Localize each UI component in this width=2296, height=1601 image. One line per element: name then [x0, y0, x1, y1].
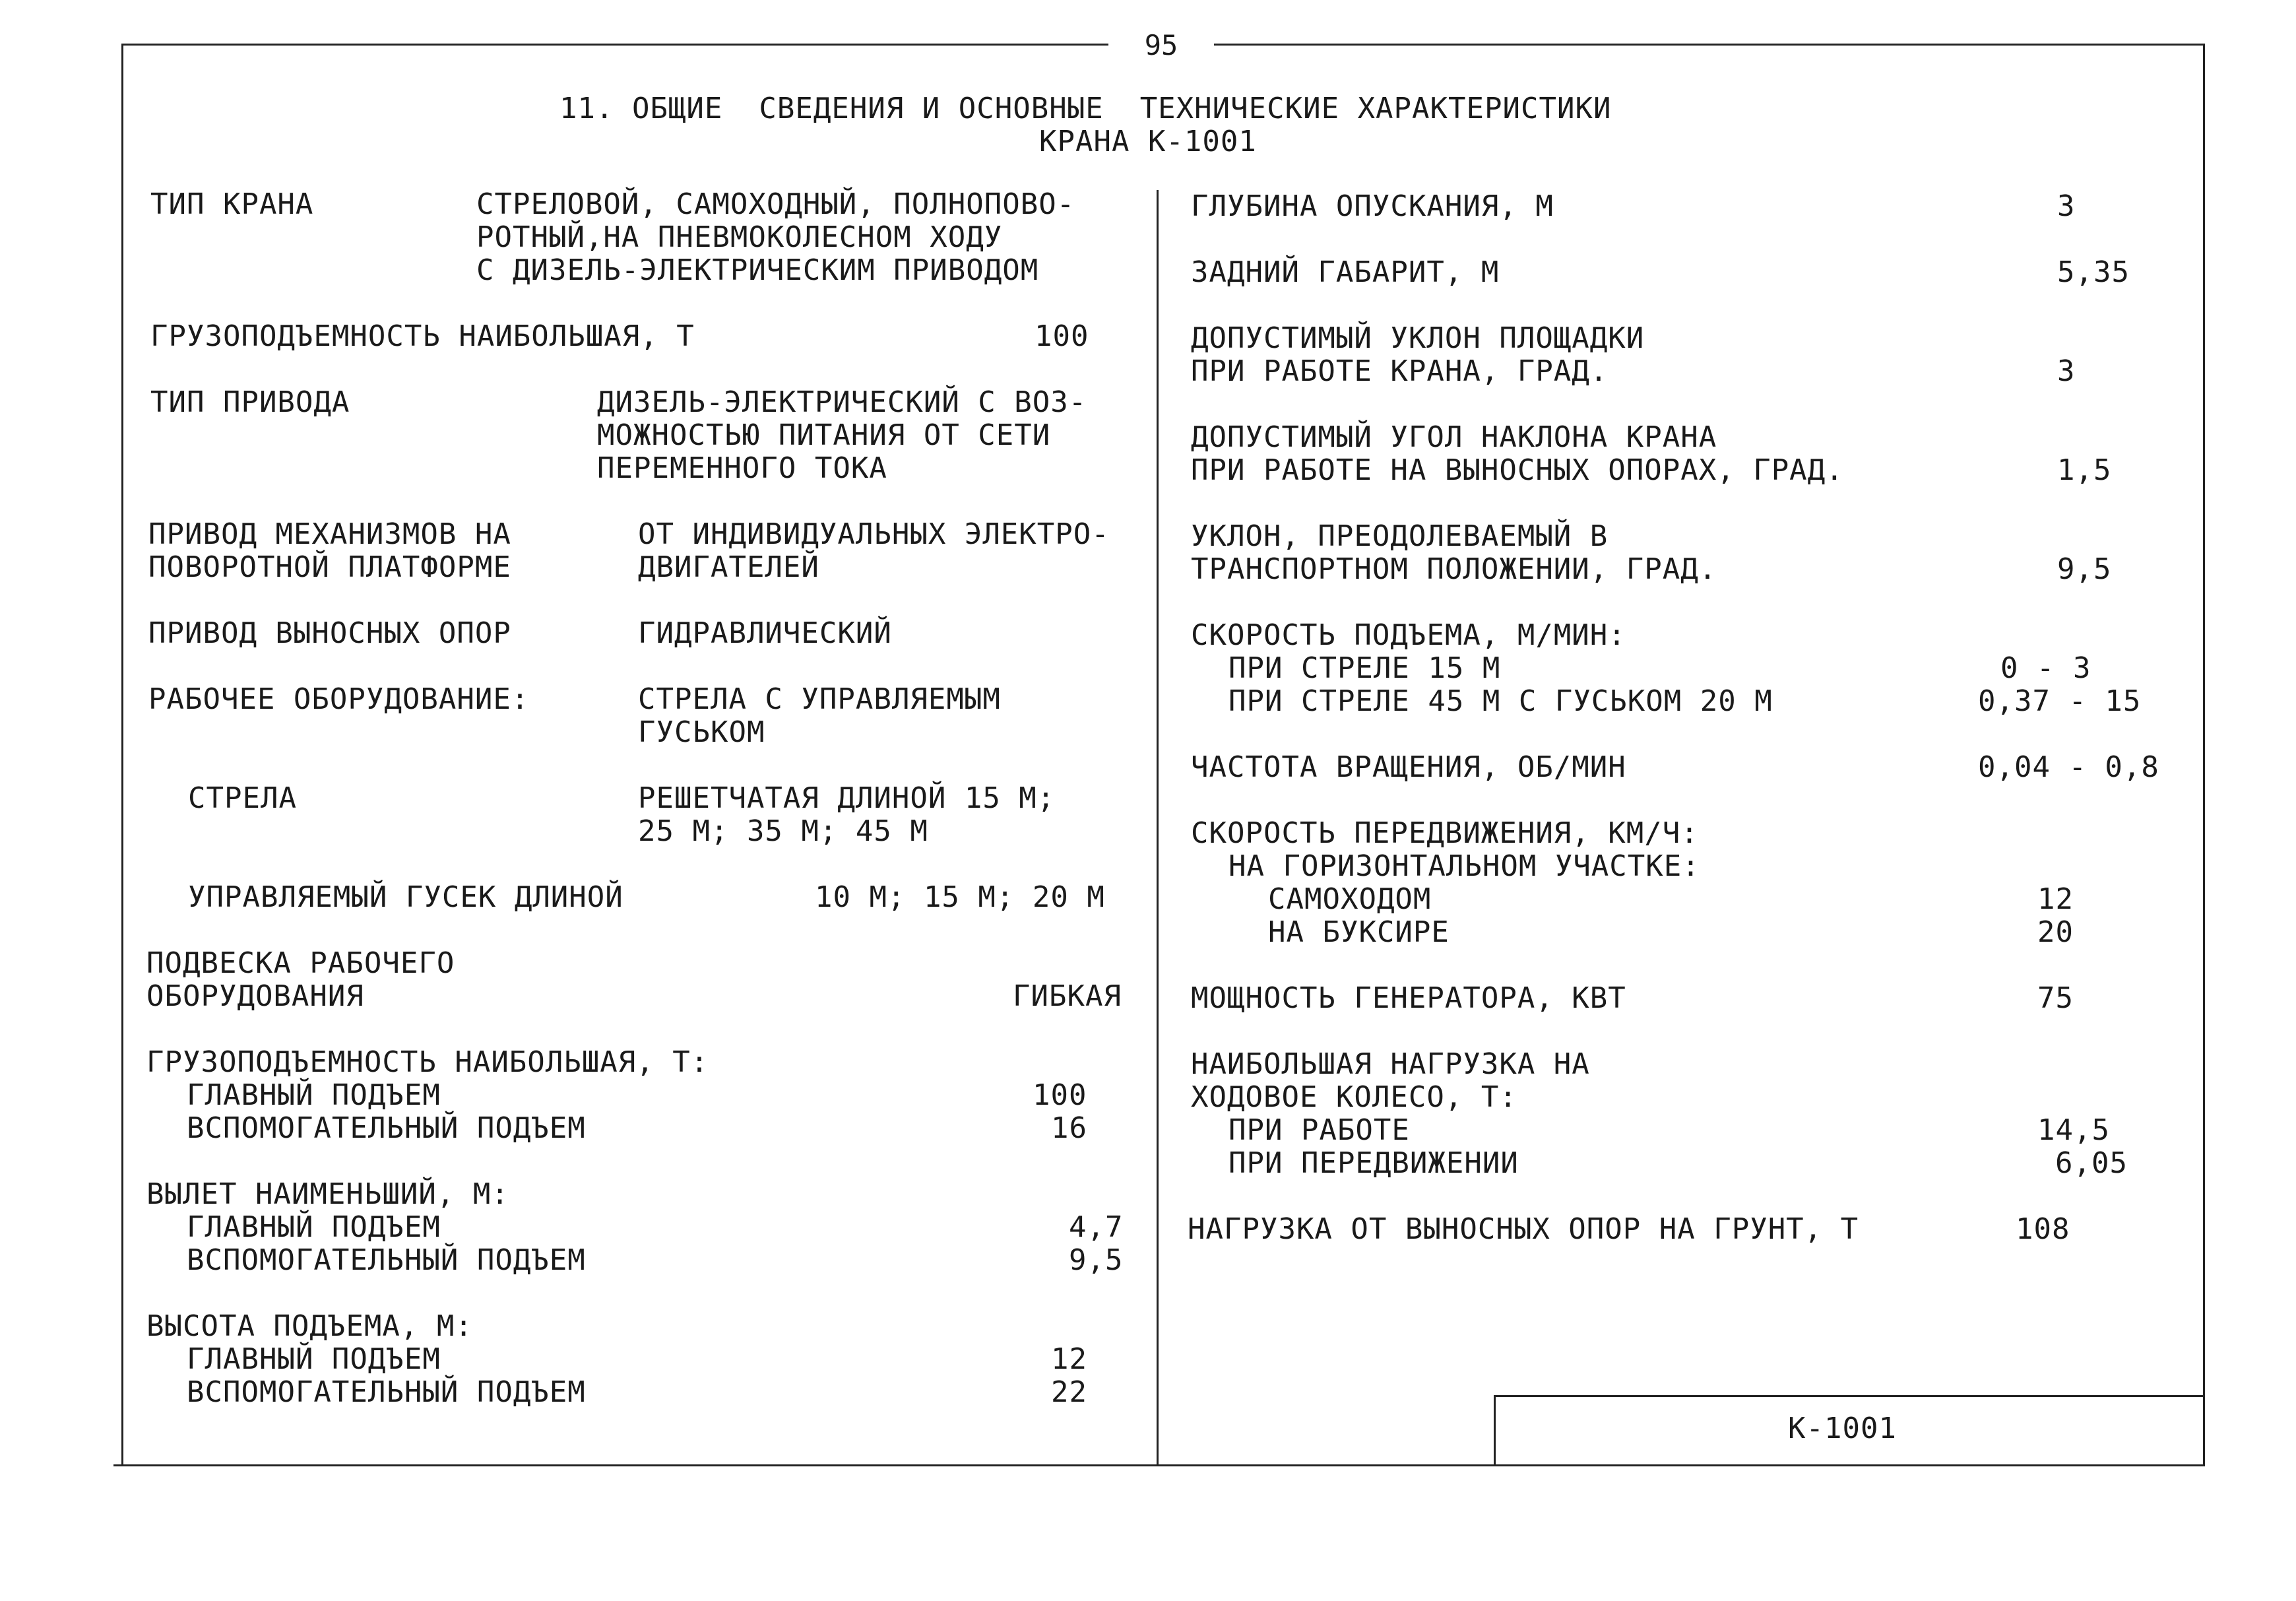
reach-main-value: 4,7 — [1069, 1210, 1124, 1244]
generator-value: 75 — [2037, 981, 2074, 1015]
frame-left — [121, 44, 123, 1466]
height-aux-label: ВСПОМОГАТЕЛЬНЫЙ ПОДЪЕМ — [187, 1375, 586, 1409]
stamp-box-top — [1494, 1395, 2205, 1397]
slope-label-1: ДОПУСТИМЫЙ УКЛОН ПЛОЩАДКИ — [1191, 321, 1645, 355]
wheel-load-label-1: НАИБОЛЬШАЯ НАГРУЗКА НА — [1191, 1047, 1590, 1081]
wheel-load-label-2: ХОДОВОЕ КОЛЕСО, Т: — [1191, 1080, 1517, 1114]
capacity-max-label: ГРУЗОПОДЪЕМНОСТЬ НАИБОЛЬШАЯ, Т — [150, 319, 695, 353]
travel-self-label: САМОХОДОМ — [1268, 882, 1432, 916]
stamp-label: К-1001 — [1788, 1412, 1897, 1445]
tilt-value: 1,5 — [2057, 453, 2112, 487]
suspension-label-2: ОБОРУДОВАНИЯ — [146, 979, 364, 1013]
jib-value: 10 М; 15 М; 20 М — [815, 880, 1105, 914]
platform-drive-label-1: ПРИВОД МЕХАНИЗМОВ НА — [148, 517, 511, 551]
platform-drive-value-1: ОТ ИНДИВИДУАЛЬНЫХ ЭЛЕКТРО- — [638, 517, 1110, 551]
drive-type-label: ТИП ПРИВОДА — [150, 385, 350, 419]
ground-load-label: НАГРУЗКА ОТ ВЫНОСНЫХ ОПОР НА ГРУНТ, Т — [1188, 1212, 1859, 1246]
tilt-label-2: ПРИ РАБОТЕ НА ВЫНОСНЫХ ОПОРАХ, ГРАД. — [1191, 453, 1844, 487]
height-main-value: 12 — [1051, 1342, 1087, 1376]
rotation-label: ЧАСТОТА ВРАЩЕНИЯ, ОБ/МИН — [1191, 750, 1626, 784]
capacity-aux-label: ВСПОМОГАТЕЛЬНЫЙ ПОДЪЕМ — [187, 1111, 586, 1145]
grade-label-1: УКЛОН, ПРЕОДОЛЕВАЕМЫЙ В — [1191, 519, 1609, 553]
frame-bottom — [113, 1464, 2205, 1466]
page-number: 95 — [1108, 29, 1214, 62]
lift-speed-label: СКОРОСТЬ ПОДЪЕМА, М/МИН: — [1191, 618, 1626, 652]
tilt-label-1: ДОПУСТИМЫЙ УГОЛ НАКЛОНА КРАНА — [1191, 420, 1717, 454]
drive-type-value-1: ДИЗЕЛЬ-ЭЛЕКТРИЧЕСКИЙ С ВОЗ- — [597, 385, 1087, 419]
slope-value: 3 — [2057, 354, 2076, 388]
suspension-label-1: ПОДВЕСКА РАБОЧЕГО — [146, 946, 455, 980]
reach-aux-value: 9,5 — [1069, 1243, 1124, 1277]
lift-speed-row1-label: ПРИ СТРЕЛЕ 15 М — [1228, 651, 1501, 685]
title-line-1: 11. ОБЩИЕ СВЕДЕНИЯ И ОСНОВНЫЕ ТЕХНИЧЕСКИЕ ХАРАКТЕРИСТИКИ — [559, 92, 1612, 125]
reach-label: ВЫЛЕТ НАИМЕНЬШИЙ, М: — [146, 1177, 509, 1211]
crane-type-value-3: С ДИЗЕЛЬ-ЭЛЕКТРИЧЕСКИМ ПРИВОДОМ — [476, 253, 1039, 287]
equipment-value-2: ГУСЬКОМ — [638, 715, 765, 749]
boom-label: СТРЕЛА — [188, 781, 297, 815]
platform-drive-label-2: ПОВОРОТНОЙ ПЛАТФОРМЕ — [148, 550, 511, 584]
depth-value: 3 — [2057, 189, 2076, 223]
crane-type-value-2: РОТНЫЙ,НА ПНЕВМОКОЛЕСНОМ ХОДУ — [476, 220, 1003, 254]
column-divider — [1157, 190, 1159, 1466]
title-line-2: КРАНА К-1001 — [1039, 125, 1257, 158]
crane-type-label: ТИП КРАНА — [150, 187, 314, 221]
outrigger-drive-label: ПРИВОД ВЫНОСНЫХ ОПОР — [148, 616, 511, 650]
capacity-main-label: ГЛАВНЫЙ ПОДЪЕМ — [187, 1078, 441, 1112]
travel-speed-sub-label: НА ГОРИЗОНТАЛЬНОМ УЧАСТКЕ: — [1228, 849, 1700, 883]
capacity-max-value: 100 — [1035, 319, 1089, 353]
frame-right — [2203, 44, 2205, 1466]
grade-label-2: ТРАНСПОРТНОМ ПОЛОЖЕНИИ, ГРАД. — [1191, 552, 1717, 586]
capacity-main-value: 100 — [1033, 1078, 1087, 1112]
rotation-value: 0,04 - 0,8 — [1978, 750, 2159, 784]
generator-label: МОЩНОСТЬ ГЕНЕРАТОРА, КВТ — [1191, 981, 1626, 1015]
suspension-value: ГИБКАЯ — [1013, 979, 1122, 1013]
reach-aux-label: ВСПОМОГАТЕЛЬНЫЙ ПОДЪЕМ — [187, 1243, 586, 1277]
jib-label: УПРАВЛЯЕМЫЙ ГУСЕК ДЛИНОЙ — [188, 880, 623, 914]
grade-value: 9,5 — [2057, 552, 2112, 586]
height-main-label: ГЛАВНЫЙ ПОДЪЕМ — [187, 1342, 441, 1376]
travel-self-value: 12 — [2037, 882, 2074, 916]
slope-label-2: ПРИ РАБОТЕ КРАНА, ГРАД. — [1191, 354, 1609, 388]
rear-value: 5,35 — [2057, 255, 2130, 289]
stamp-box-left — [1494, 1395, 1496, 1466]
lift-speed-row2-label: ПРИ СТРЕЛЕ 45 М С ГУСЬКОМ 20 М — [1228, 684, 1773, 718]
capacity-aux-value: 16 — [1051, 1111, 1087, 1145]
crane-type-value-1: СТРЕЛОВОЙ, САМОХОДНЫЙ, ПОЛНОПОВО- — [476, 187, 1075, 221]
wheel-load-work-value: 14,5 — [2037, 1113, 2110, 1147]
wheel-load-move-value: 6,05 — [2055, 1146, 2128, 1180]
capacity-label: ГРУЗОПОДЪЕМНОСТЬ НАИБОЛЬШАЯ, Т: — [146, 1045, 709, 1079]
rear-label: ЗАДНИЙ ГАБАРИТ, М — [1191, 255, 1500, 289]
wheel-load-work-label: ПРИ РАБОТЕ — [1228, 1113, 1410, 1147]
ground-load-value: 108 — [2016, 1212, 2070, 1246]
reach-main-label: ГЛАВНЫЙ ПОДЪЕМ — [187, 1210, 441, 1244]
equipment-label: РАБОЧЕЕ ОБОРУДОВАНИЕ: — [148, 682, 530, 716]
travel-speed-label: СКОРОСТЬ ПЕРЕДВИЖЕНИЯ, КМ/Ч: — [1191, 816, 1699, 850]
drive-type-value-3: ПЕРЕМЕННОГО ТОКА — [597, 451, 887, 485]
outrigger-drive-value: ГИДРАВЛИЧЕСКИЙ — [638, 616, 892, 650]
lift-speed-row2-value: 0,37 - 15 — [1978, 684, 2142, 718]
wheel-load-move-label: ПРИ ПЕРЕДВИЖЕНИИ — [1228, 1146, 1519, 1180]
platform-drive-value-2: ДВИГАТЕЛЕЙ — [638, 550, 819, 584]
lift-speed-row1-value: 0 - 3 — [2000, 651, 2091, 685]
height-aux-value: 22 — [1051, 1375, 1087, 1409]
boom-value-2: 25 М; 35 М; 45 М — [638, 814, 928, 848]
depth-label: ГЛУБИНА ОПУСКАНИЯ, М — [1191, 189, 1554, 223]
height-label: ВЫСОТА ПОДЪЕМА, М: — [146, 1309, 473, 1343]
drive-type-value-2: МОЖНОСТЬЮ ПИТАНИЯ ОТ СЕТИ — [597, 418, 1051, 452]
travel-tow-label: НА БУКСИРЕ — [1268, 915, 1450, 949]
equipment-value-1: СТРЕЛА С УПРАВЛЯЕМЫМ — [638, 682, 1001, 716]
boom-value-1: РЕШЕТЧАТАЯ ДЛИНОЙ 15 М; — [638, 781, 1056, 815]
travel-tow-value: 20 — [2037, 915, 2074, 949]
